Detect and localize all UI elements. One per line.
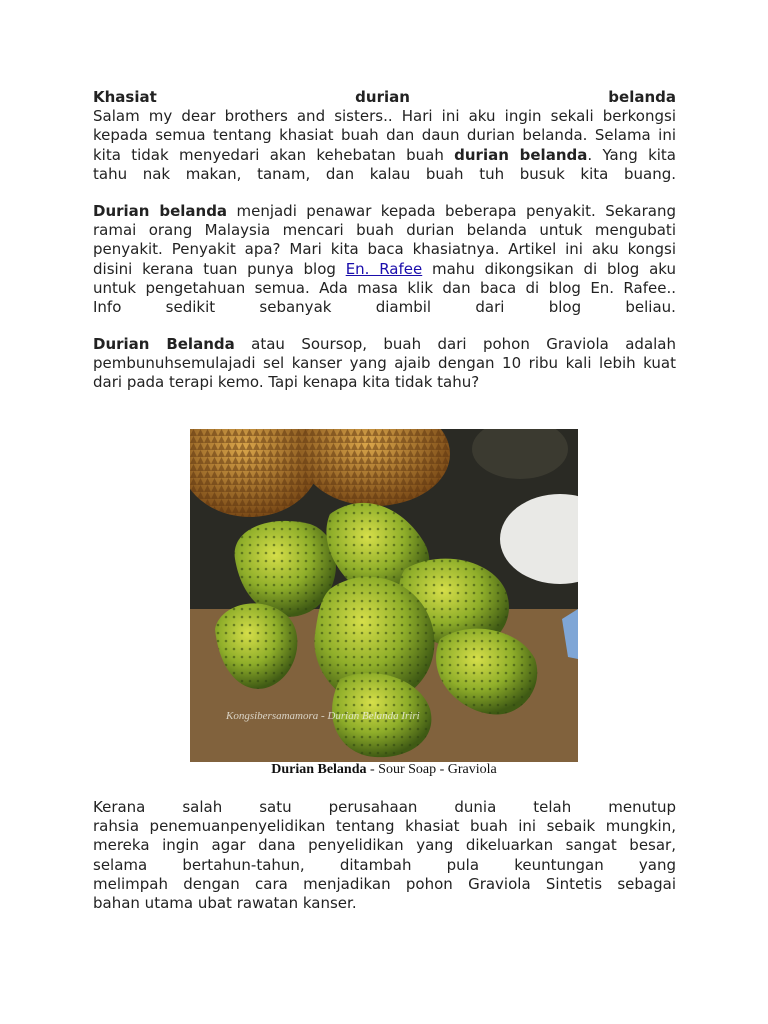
caption-text: - Sour Soap - Graviola: [366, 762, 497, 777]
text-run: . Yang kita: [587, 145, 676, 164]
text-word: beliau.: [625, 297, 676, 316]
text-line: Salam my dear brothers and sisters.. Hari ini aku ingin sekali berkongsi: [93, 107, 676, 126]
title-word: belanda: [608, 88, 676, 106]
text-line: rahsia penemuanpenyelidikan tentang khasiat buah ini sebaik mungkin,: [93, 817, 676, 836]
text-word: sebanyak: [259, 297, 332, 316]
text-line: tahu nak makan, tanam, dan kalau buah tuh busuk kita buang.: [93, 164, 676, 183]
text-line: bahan utama ubat rawatan kanser.: [93, 893, 357, 912]
bold-term: Durian Belanda: [93, 335, 235, 353]
text-word: dari: [475, 297, 505, 316]
text-run: disini kerana tuan punya blog: [93, 259, 346, 278]
text-word: diambil: [375, 297, 432, 316]
third-paragraph: [93, 335, 676, 393]
fourth-paragraph: [93, 798, 676, 913]
text-line: selama bertahun-tahun, ditambah pula keuntungan yang: [93, 855, 676, 874]
soursop-photo: [190, 429, 578, 762]
second-paragraph: [93, 202, 676, 317]
text-line: [93, 335, 676, 354]
text-line: dari pada terapi kemo. Tapi kenapa kita tidak tahu?: [93, 373, 480, 392]
photo-watermark: Kongsibersamamora - Durian Belanda Iriri: [226, 710, 420, 722]
title-word: durian: [355, 88, 410, 106]
text-line: ramai orang Malaysia mencari buah durian belanda untuk mengubati: [93, 221, 676, 240]
text-line: [93, 298, 676, 317]
bold-term: durian belanda: [454, 145, 588, 164]
text-run: kita tidak menyedari akan kehebatan buah: [93, 145, 455, 164]
text-line: pembunuhsemulajadi sel kanser yang ajaib dengan 10 ribu kali lebih kuat: [93, 354, 676, 373]
text-word: Info: [93, 297, 122, 316]
text-line: Kerana salah satu perusahaan dunia telah menutup: [93, 798, 676, 816]
intro-paragraph: [93, 88, 676, 184]
text-line: [93, 202, 676, 221]
article-title: [93, 88, 676, 107]
text-word: sedikit: [165, 297, 216, 316]
text-run: mahu dikongsikan di blog aku: [422, 259, 676, 278]
text-line: kepada semua tentang khasiat buah dan daun durian belanda. Selama ini: [93, 126, 676, 145]
figure-caption: [190, 762, 578, 778]
text-run: atau Soursop, buah dari pohon Graviola adalah: [234, 335, 676, 353]
text-line: melimpah dengan cara menjadikan pohon Graviola Sintetis sebagai: [93, 874, 676, 893]
text-line: untuk pengetahuan semua. Ada masa klik dan baca di blog En. Rafee..: [93, 278, 676, 297]
text-line: mereka ingin agar dana penyelidikan yang dikeluarkan sangat besar,: [93, 836, 676, 855]
bold-term: Durian belanda: [93, 202, 228, 220]
text-run: menjadi penawar kepada beberapa penyakit. Sekarang: [227, 202, 676, 220]
text-line: penyakit. Penyakit apa? Mari kita baca khasiatnya. Artikel ini aku kongsi: [93, 240, 676, 259]
blog-link[interactable]: En. Rafee: [345, 259, 423, 278]
text-line: [93, 146, 676, 165]
text-line: [93, 260, 676, 279]
caption-bold: Durian Belanda: [271, 762, 367, 777]
text-word: blog: [548, 297, 582, 316]
title-word: Khasiat: [93, 88, 157, 106]
